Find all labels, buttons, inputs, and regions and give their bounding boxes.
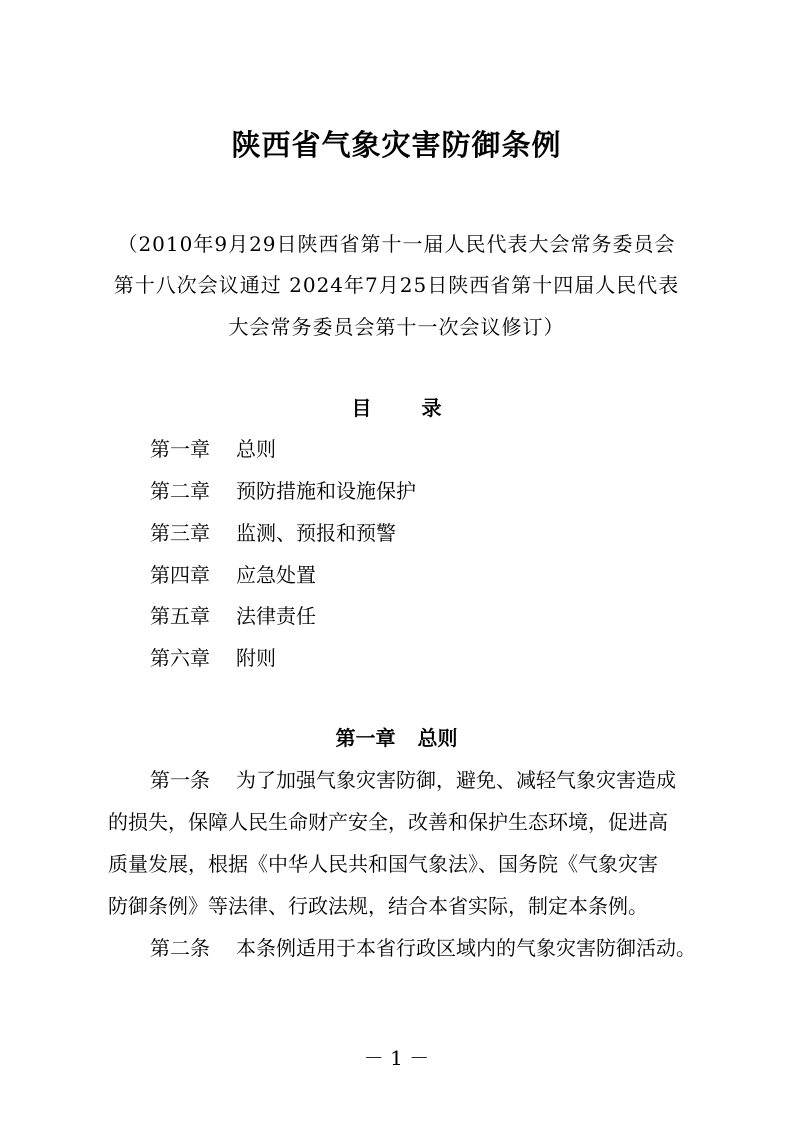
toc-heading-right: 录: [421, 396, 442, 420]
document-title: 陕西省气象灾害防御条例: [231, 128, 562, 162]
toc-item-number: 第五章: [150, 604, 210, 628]
article-1-line-3: 质量发展，根据《中华人民共和国气象法》、国务院《气象灾害: [108, 852, 658, 876]
article-label: 第一条: [150, 768, 210, 792]
article-2: [150, 932, 696, 961]
toc-item-title: 法律责任: [236, 604, 316, 628]
article-1-line-2: 的损失，保障人民生命财产安全，改善和保护生态环境，促进高: [108, 810, 668, 834]
toc-item: [150, 559, 316, 588]
toc-item-number: 第三章: [150, 521, 210, 545]
article-text: 为了加强气象灾害防御，避免、减轻气象灾害造成: [236, 768, 676, 792]
chapter-number: 第一章: [335, 726, 396, 750]
toc-item-title: 总则: [236, 437, 276, 461]
chapter-title: 总则: [417, 726, 458, 750]
article-1-line-4: 防御条例》等法律、行政法规，结合本省实际，制定本条例。: [108, 894, 648, 918]
toc-item: [150, 600, 316, 629]
toc-item-title: 监测、预报和预警: [236, 521, 396, 545]
toc-item-title: 附则: [236, 646, 276, 670]
toc-item-title: 应急处置: [236, 563, 316, 587]
page-number: － 1 －: [363, 1046, 430, 1070]
toc-item-number: 第六章: [150, 646, 210, 670]
toc-item-number: 第二章: [150, 479, 210, 503]
preamble-line-3: 大会常务委员会第十一次会议修订）: [228, 315, 565, 339]
toc-item: [150, 433, 276, 462]
article-label: 第二条: [150, 936, 210, 960]
article-1-first-line: [150, 764, 676, 793]
toc-item: [150, 517, 396, 546]
preamble-line-2: 第十八次会议通过 2024年7月25日陕西省第十四届人民代表: [113, 273, 680, 297]
toc-item-number: 第四章: [150, 563, 210, 587]
toc-heading: [0, 392, 793, 421]
toc-item: [150, 475, 416, 504]
toc-item-title: 预防措施和设施保护: [236, 479, 416, 503]
article-text: 本条例适用于本省行政区域内的气象灾害防御活动。: [236, 936, 696, 960]
toc-heading-left: 目: [351, 396, 372, 420]
toc-item-number: 第一章: [150, 437, 210, 461]
preamble-line-1: （2010年9月29日陕西省第十一届人民代表大会常务委员会: [117, 232, 676, 256]
chapter-heading: [0, 722, 793, 751]
toc-item: [150, 642, 276, 671]
